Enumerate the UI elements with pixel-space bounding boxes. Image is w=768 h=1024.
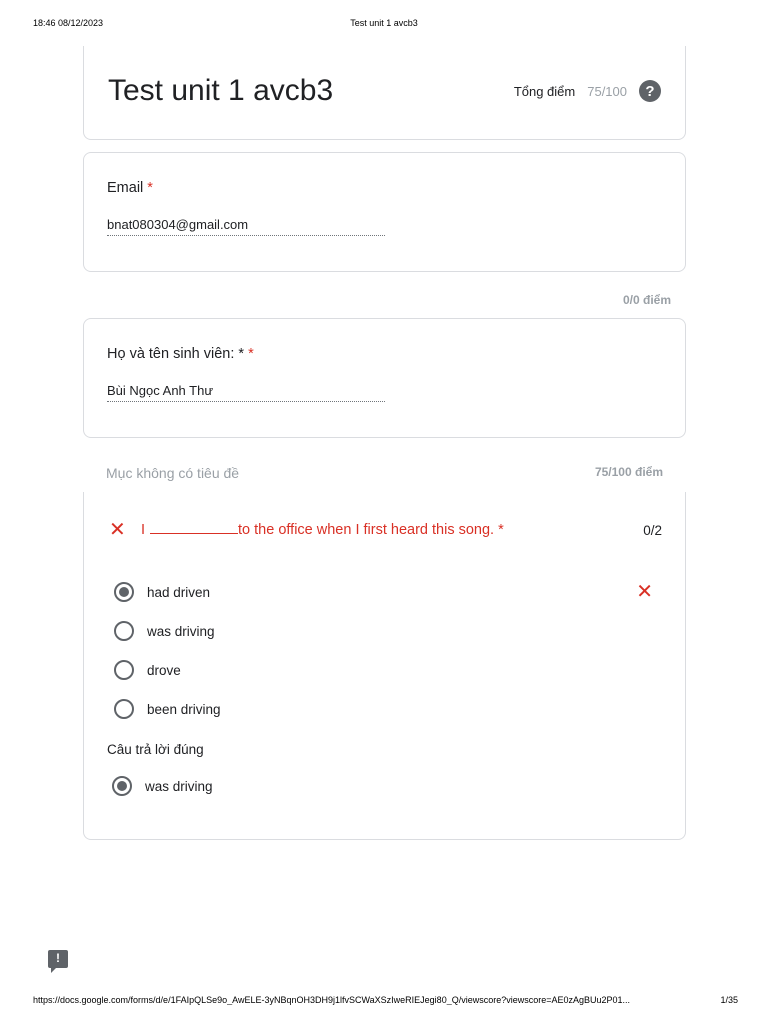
section-title: Mục không có tiêu đề (106, 465, 240, 481)
option-label: was driving (147, 623, 215, 639)
print-page-number: 1/35 (720, 995, 738, 1005)
name-label-text: Họ và tên sinh viên: * (107, 346, 245, 362)
option-had-driven[interactable] (114, 582, 210, 602)
total-score-label: Tổng điểm (513, 83, 576, 99)
name-answer: Bùi Ngọc Anh Thư (107, 383, 385, 402)
question-points: 0/2 (643, 523, 662, 538)
name-section-points: 0/0 điểm (622, 293, 671, 307)
form-title-card (83, 46, 686, 140)
help-icon[interactable]: ? (639, 80, 661, 102)
section-points: 75/100 điểm (594, 465, 663, 479)
option-label: been driving (147, 701, 221, 717)
question-text-end: to the office when I first heard this song. (238, 522, 495, 538)
name-question-card (83, 318, 686, 438)
total-score-value: 75/100 (587, 83, 627, 99)
print-url: https://docs.google.com/forms/d/e/1FAIpQLSe9o_AwELE-3yNBqnOH3DH9j1lfvSCWaXSzIweRIEJegi80_Q/viewscore?viewscore=AE0zAgBUu2P01... (33, 995, 631, 1005)
correct-answer-option (112, 776, 213, 796)
question-text (141, 522, 504, 538)
correct-answer-heading: Câu trả lời đúng (107, 742, 204, 757)
option-been-driving[interactable] (114, 699, 221, 719)
question-blank (150, 522, 238, 534)
option-was-driving[interactable] (114, 621, 215, 641)
radio-selected-icon[interactable] (114, 582, 134, 602)
required-mark: * (147, 180, 153, 196)
report-feedback-icon[interactable]: ! (48, 950, 68, 968)
question-card (83, 492, 686, 840)
print-timestamp: 18:46 08/12/2023 (33, 18, 104, 28)
option-label: drove (147, 662, 181, 678)
print-doc-title: Test unit 1 avcb3 (350, 18, 418, 28)
incorrect-x-icon: ✕ (636, 581, 653, 603)
email-question-label (107, 180, 153, 196)
incorrect-x-icon: ✕ (109, 519, 126, 541)
required-mark: * (248, 346, 254, 362)
radio-unselected-icon[interactable] (114, 621, 134, 641)
radio-unselected-icon[interactable] (114, 699, 134, 719)
option-drove[interactable] (114, 660, 181, 680)
total-score (514, 80, 661, 102)
correct-answer-text: was driving (145, 778, 213, 794)
question-text-start: I (141, 522, 146, 538)
radio-selected-icon (112, 776, 132, 796)
form-title: Test unit 1 avcb3 (108, 74, 334, 107)
email-answer: bnat080304@gmail.com (107, 217, 385, 236)
name-question-label (107, 346, 254, 362)
email-label-text: Email (107, 180, 144, 196)
required-mark: * (498, 522, 504, 538)
email-question-card (83, 152, 686, 272)
print-header (0, 18, 768, 32)
radio-unselected-icon[interactable] (114, 660, 134, 680)
option-label: had driven (147, 584, 211, 600)
